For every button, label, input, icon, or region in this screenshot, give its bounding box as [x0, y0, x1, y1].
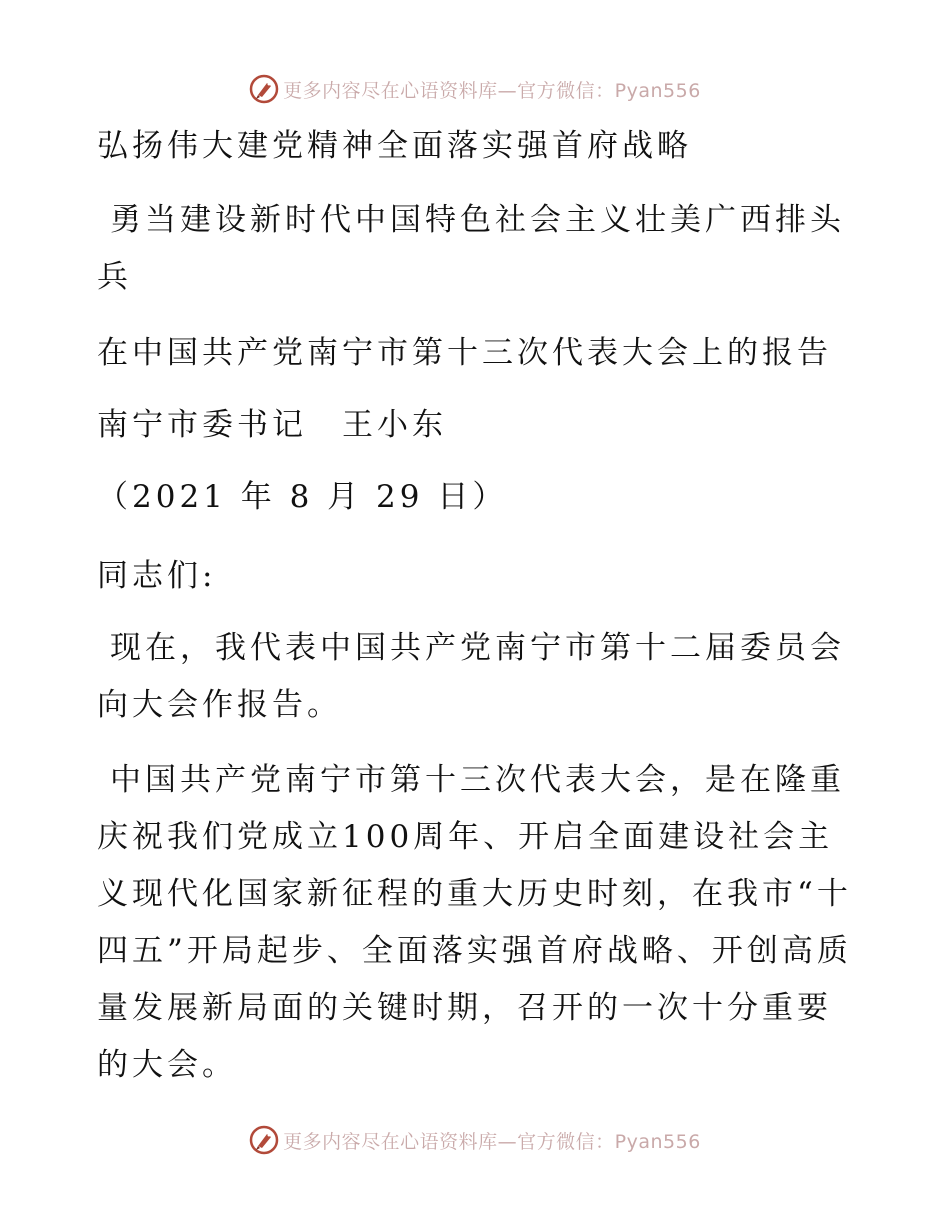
watermark-footer: [0, 1122, 950, 1158]
watermark-header: [0, 71, 950, 107]
pen-logo-icon: [249, 1125, 279, 1155]
paragraph-body: 中国共产党南宁市第十三次代表大会，是在隆重庆祝我们党成立100周年、开启全面建设社会主义现代化国家新征程的重大历史时刻，在我市“十四五”开局起步、全面落实强首府战略、开创高质量发展新局面的关键时期，召开的一次十分重要的大会。: [97, 762, 852, 1083]
salutation: 同志们:: [97, 558, 217, 594]
document-title: 弘扬伟大建党精神全面落实强首府战略: [97, 128, 692, 164]
watermark-text: 更多内容尽在心语资料库—官方微信：Pyan556: [283, 1130, 701, 1153]
report-date: （2021 年 8 月 29 日）: [97, 479, 508, 515]
document-subtitle: 勇当建设新时代中国特色社会主义壮美广西排头兵: [97, 202, 845, 295]
watermark-text: 更多内容尽在心语资料库—官方微信：Pyan556: [283, 79, 701, 102]
paragraph-intro: 现在，我代表中国共产党南宁市第十二届委员会向大会作报告。: [97, 630, 845, 723]
pen-logo-icon: [249, 74, 279, 104]
author-line: 南宁市委书记 王小东: [97, 407, 447, 443]
report-occasion: 在中国共产党南宁市第十三次代表大会上的报告: [97, 335, 832, 371]
